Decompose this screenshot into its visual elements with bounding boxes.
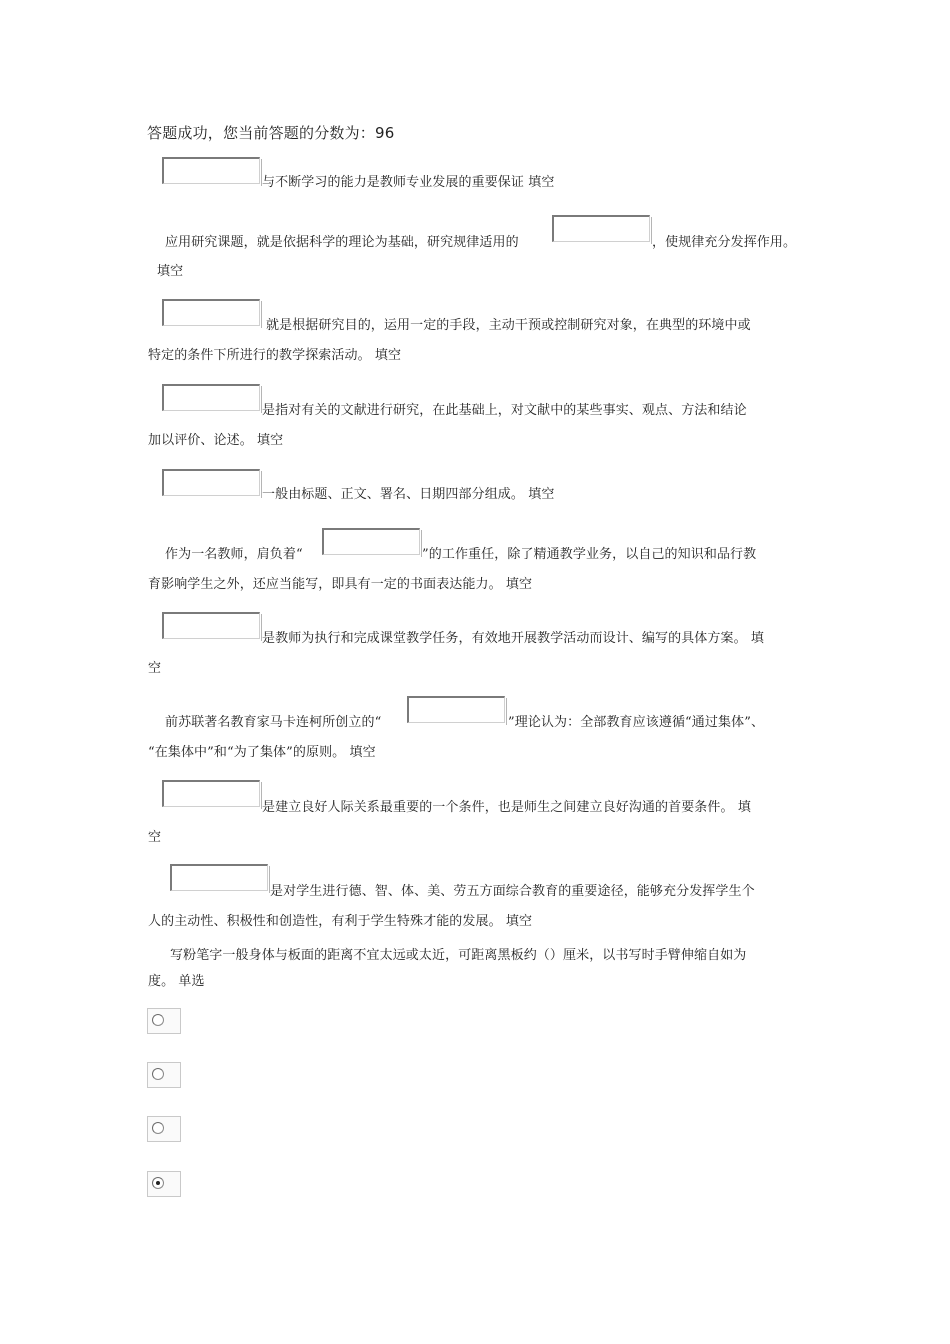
radio-option-1[interactable]: [147, 1008, 181, 1034]
question-7-line-1: 是教师为执行和完成课堂教学任务，有效地开展教学活动而设计、编写的具体方案。 填: [262, 631, 765, 646]
fill-blank-input-5[interactable]: [162, 469, 260, 496]
question-11-line-2: 度。 单选: [148, 974, 205, 989]
question-8-line-2: ”理论认为：全部教育应该遵循“通过集体”、: [508, 715, 765, 730]
fill-blank-input-6[interactable]: [322, 528, 420, 555]
question-8-line-3: “在集体中”和“为了集体”的原则。 填空: [148, 745, 376, 760]
radio-option-3[interactable]: [147, 1116, 181, 1142]
score-message: 答题成功，您当前答题的分数为：96: [147, 124, 395, 142]
fill-blank-input-1[interactable]: [162, 157, 260, 184]
radio-dot-icon: [156, 1181, 160, 1185]
question-11-line-1: 写粉笔字一般身体与板面的距离不宜太远或太近，可距离黑板约（）厘米，以书写时手臂伸缩自如为: [170, 948, 747, 963]
fill-blank-input-7[interactable]: [162, 612, 260, 639]
radio-button-icon[interactable]: [152, 1014, 164, 1026]
question-5-line-1: 一般由标题、正文、署名、日期四部分组成。 填空: [262, 487, 555, 502]
question-9-line-2: 空: [148, 830, 162, 845]
fill-blank-input-3[interactable]: [162, 299, 260, 326]
question-4-line-1: 是指对有关的文献进行研究，在此基础上，对文献中的某些事实、观点、方法和结论: [262, 403, 747, 418]
question-6-line-2: ”的工作重任，除了精通教学业务，以自己的知识和品行教: [422, 547, 757, 562]
question-2-line-1: 应用研究课题，就是依据科学的理论为基础，研究规律适用的: [165, 235, 519, 250]
question-6-line-1: 作为一名教师，肩负着“: [165, 547, 303, 562]
radio-option-4[interactable]: [147, 1171, 181, 1197]
question-10-line-2: 人的主动性、积极性和创造性，有利于学生特殊才能的发展。 填空: [148, 914, 533, 929]
question-6-line-3: 育影响学生之外，还应当能写，即具有一定的书面表达能力。 填空: [148, 577, 533, 592]
question-9-line-1: 是建立良好人际关系最重要的一个条件，也是师生之间建立良好沟通的首要条件。 填: [262, 800, 751, 815]
fill-blank-input-2[interactable]: [552, 215, 650, 242]
question-4-line-2: 加以评价、论述。 填空: [148, 433, 284, 448]
fill-blank-input-8[interactable]: [407, 696, 505, 723]
radio-option-2[interactable]: [147, 1062, 181, 1088]
question-3-line-2: 特定的条件下所进行的教学探索活动。 填空: [148, 348, 402, 363]
radio-button-icon[interactable]: [152, 1068, 164, 1080]
question-2-line-3: 填空: [157, 264, 184, 279]
question-7-line-2: 空: [148, 661, 162, 676]
fill-blank-input-4[interactable]: [162, 384, 260, 411]
question-2-line-2: ，使规律充分发挥作用。: [652, 235, 797, 250]
fill-blank-input-9[interactable]: [162, 780, 260, 807]
question-8-line-1: 前苏联著名教育家马卡连柯所创立的“: [165, 715, 382, 730]
radio-button-selected-icon[interactable]: [152, 1177, 164, 1189]
fill-blank-input-10[interactable]: [170, 864, 268, 891]
question-1-line-1: 与不断学习的能力是教师专业发展的重要保证 填空: [262, 175, 555, 190]
question-10-line-1: 是对学生进行德、智、体、美、劳五方面综合教育的重要途径，能够充分发挥学生个: [270, 884, 755, 899]
question-3-line-1: 就是根据研究目的，运用一定的手段，主动干预或控制研究对象，在典型的环境中或: [266, 318, 751, 333]
radio-button-icon[interactable]: [152, 1122, 164, 1134]
